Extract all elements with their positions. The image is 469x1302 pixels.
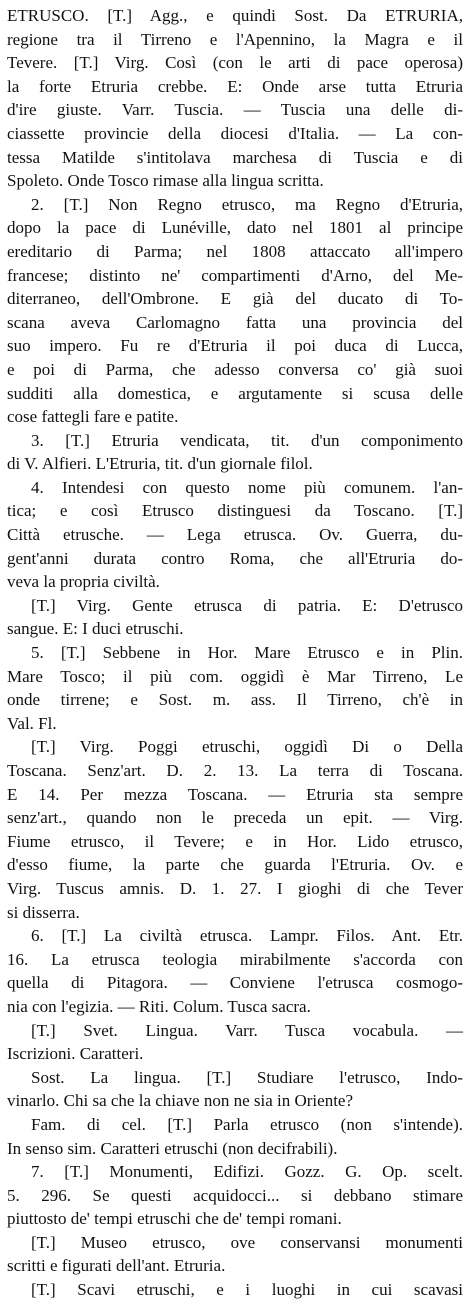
entry-text-line: nia con l'egizia. — Riti. Colum. Tusca sacra.	[7, 996, 311, 1016]
entry-text-line: senz'art., quando non le preceda un epit. — Virg.	[7, 808, 463, 828]
dictionary-entry-etrusco	[7, 4, 463, 1302]
entry-text-line: [T.] Svet. Lingua. Varr. Tusca vocabula. —	[31, 1020, 463, 1040]
entry-text-line: scana aveva Carlomagno fatta una provincia del	[7, 312, 463, 332]
entry-text-line: E 14. Per mezza Toscana. — Etruria sta sempre	[7, 784, 463, 804]
entry-text-line: 3. [T.] Etruria vendicata, tit. d'un componimento	[31, 430, 463, 450]
entry-text-line: ETRUSCO. [T.] Agg., e quindi Sost. Da ETRURIA,	[7, 6, 463, 25]
entry-text-line: Sost. La lingua. [T.] Studiare l'etrusco, Indo-	[31, 1067, 463, 1087]
entry-text-line: ereditario di Parma; nel 1808 attaccato all'impero	[7, 241, 463, 261]
entry-text-line: 4. Intendesi con questo nome più comunem. l'an-	[31, 477, 463, 497]
entry-text-line: quella di Pitagora. — Conviene l'etrusca cosmogo-	[7, 973, 463, 993]
entry-text-line: Fam. di cel. [T.] Parla etrusco (non s'intende).	[31, 1114, 463, 1134]
entry-text-line: tessa Matilde s'intitolava marchesa di Tuscia e di	[7, 147, 463, 167]
entry-text-line: diterraneo, dell'Ombrone. E già del ducato di To-	[7, 289, 463, 309]
entry-text-line: d'ire giuste. Varr. Tuscia. — Tuscia una delle di-	[7, 100, 463, 120]
entry-text-line: Spoleto. Onde Tosco rimase alla lingua scritta.	[7, 171, 324, 191]
entry-text-line: [T.] Scavi etruschi, e i luoghi in cui scavasi	[31, 1280, 463, 1300]
entry-text-line: Mare Tosco; il più com. oggidì è Mar Tirreno, Le	[7, 666, 463, 686]
entry-text-line: piuttosto de' tempi etruschi che de' tempi romani.	[7, 1209, 342, 1229]
entry-text-line: la forte Etruria crebbe. E: Onde arse tutta Etruria	[7, 76, 463, 96]
entry-text-line: 5. [T.] Sebbene in Hor. Mare Etrusco e in Plin.	[31, 643, 463, 663]
entry-text-line: francese; distinto ne' compartimenti d'Arno, del Me-	[7, 265, 463, 285]
entry-text-line: 7. [T.] Monumenti, Edifizi. Gozz. G. Op. scelt.	[31, 1162, 463, 1182]
entry-text-line: si disserra.	[7, 902, 80, 922]
entry-text-line: vinarlo. Chi sa che la chiave non ne sia in Oriente?	[7, 1091, 354, 1111]
entry-text-line: In senso sim. Caratteri etruschi (non decifrabili).	[7, 1138, 338, 1158]
entry-text-line: onde tirrene; e Sost. m. ass. Il Tirreno, ch'è in	[7, 690, 463, 710]
entry-text-line: 6. [T.] La civiltà etrusca. Lampr. Filos. Ant. Etr.	[31, 926, 463, 946]
entry-text-line: Toscana. Senz'art. D. 2. 13. La terra di Toscana.	[7, 761, 463, 780]
entry-text-line: e poi di Parma, che adesso conversa co' già suoi	[7, 359, 463, 379]
entry-text-line: Val. Fl.	[7, 713, 57, 733]
entry-text-line: [T.] Virg. Poggi etruschi, oggidì Di o Della	[31, 737, 463, 757]
entry-text-line: veva la propria civiltà.	[7, 572, 160, 592]
entry-text-line: sangue. E: I duci etruschi.	[7, 619, 184, 639]
entry-text-line: cose fattegli fare e patite.	[7, 407, 179, 427]
entry-text-line: scritti e figurati dell'ant. Etruria.	[7, 1256, 226, 1276]
entry-text-line: Tevere. [T.] Virg. Così (con le arti di pace operosa)	[7, 53, 463, 73]
entry-text-line: 16. La etrusca teologia mirabilmente s'accorda con	[7, 949, 463, 969]
entry-text-line: sudditi alla domestica, e argutamente si scusa delle	[7, 383, 463, 403]
entry-text-line: 2. [T.] Non Regno etrusco, ma Regno d'Etruria,	[31, 194, 463, 214]
entry-text-line: Virg. Tuscus amnis. D. 1. 27. I gioghi di che Tever	[7, 878, 463, 898]
entry-text-line: gent'anni durata contro Roma, che all'Etruria do-	[7, 548, 463, 568]
entry-text-line: ciassette provincie della diocesi d'Italia. — La con-	[7, 123, 463, 143]
entry-text-line: regione tra il Tirreno e l'Apennino, la Magra e il	[7, 29, 463, 49]
entry-text-line: Iscrizioni. Caratteri.	[7, 1044, 144, 1064]
entry-text-line: [T.] Museo etrusco, ove conservansi monumenti	[31, 1232, 463, 1252]
entry-text-line: dopo la pace di Lunéville, dato nel 1801 al principe	[7, 218, 463, 238]
entry-text-line: 5. 296. Se questi acquidocci... si debbano stimare	[7, 1185, 463, 1205]
entry-text-line: tica; e così Etrusco distinguesi da Toscano. [T.]	[7, 501, 463, 521]
entry-text-line: di V. Alfieri. L'Etruria, tit. d'un giornale filol.	[7, 454, 313, 474]
entry-text-line: suo impero. Fu re d'Etruria il poi duca di Lucca,	[7, 336, 463, 356]
entry-text-line: Città etrusche. — Lega etrusca. Ov. Guerra, du-	[7, 525, 463, 545]
entry-text-line: Fiume etrusco, il Tevere; e in Hor. Lido etrusco,	[7, 831, 463, 851]
entry-text-line: d'esso fiume, la parte che guarda l'Etruria. Ov. e	[7, 855, 463, 875]
entry-text-line: [T.] Virg. Gente etrusca di patria. E: D'etrusco	[31, 595, 463, 615]
